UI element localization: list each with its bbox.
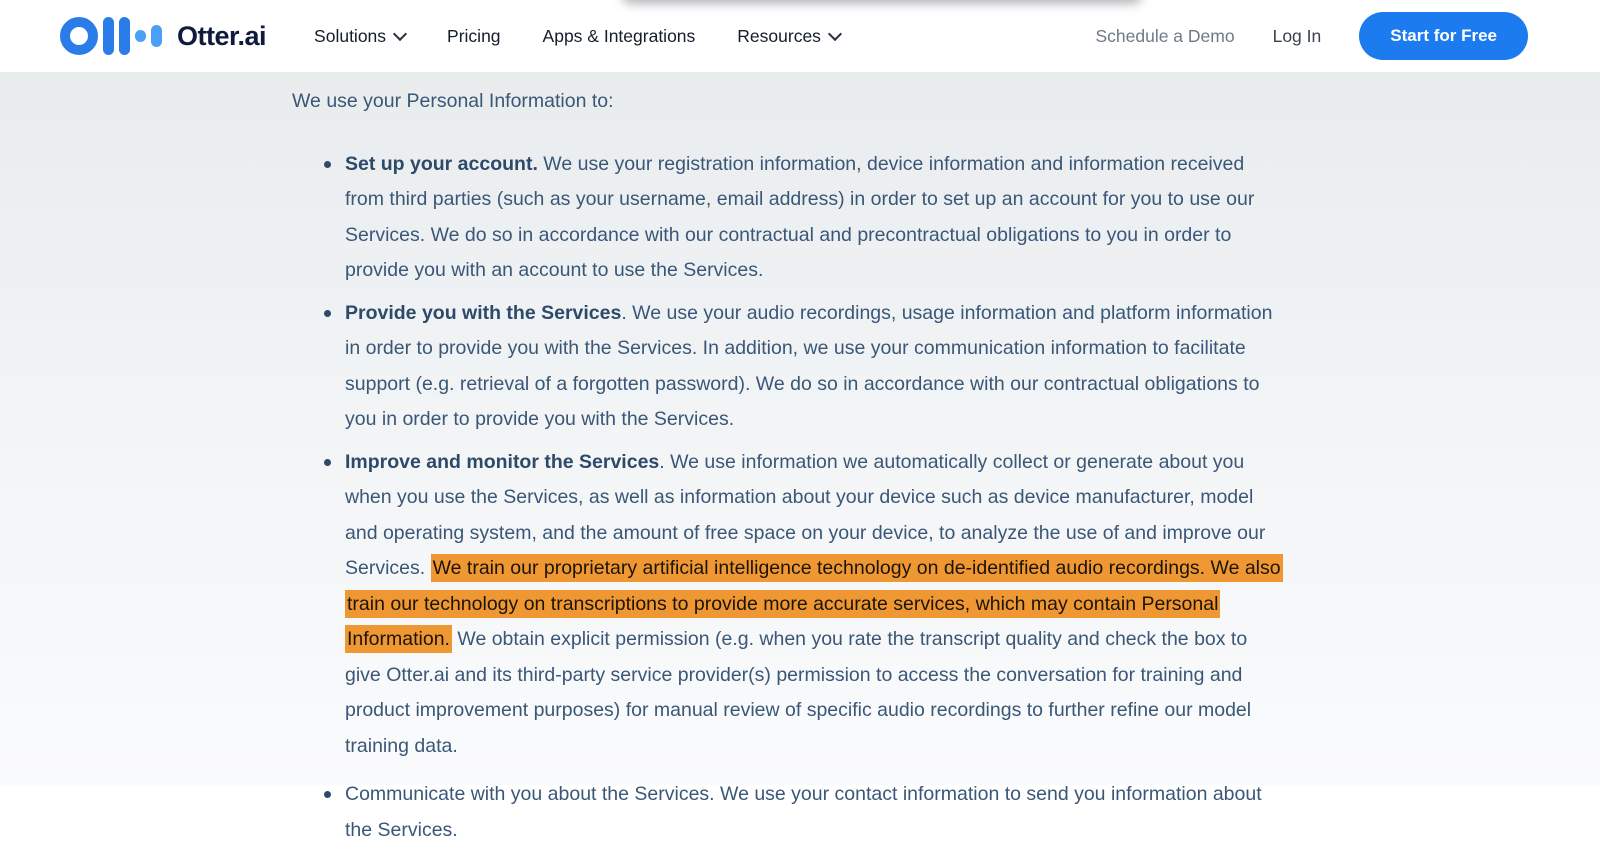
bullet-bold-lead: Set up your account. xyxy=(345,152,538,175)
policy-text-column xyxy=(292,84,1287,855)
logo-ring-shape xyxy=(60,17,98,55)
otter-logo[interactable] xyxy=(60,16,266,56)
bullet-bold-lead: Improve and monitor the Services xyxy=(345,450,660,473)
top-navigation-bar xyxy=(0,0,1600,73)
list-item-provide-services xyxy=(345,296,1287,438)
list-item-improve-monitor-services xyxy=(345,445,1287,765)
main-nav xyxy=(314,26,840,47)
logo-bar-shape xyxy=(103,17,114,55)
personal-info-uses-list xyxy=(292,147,1287,849)
nav-item-label: Pricing xyxy=(447,25,501,46)
nav-item-label: Solutions xyxy=(314,25,387,46)
logo-bar-shape xyxy=(119,17,130,55)
nav-item-solutions[interactable] xyxy=(314,26,405,47)
nav-item-label: Resources xyxy=(737,25,821,46)
nav-item-apps-integrations[interactable] xyxy=(543,26,696,47)
schedule-demo-link[interactable]: Schedule a Demo xyxy=(1095,25,1235,46)
otter-logo-icon xyxy=(60,16,162,56)
chevron-down-icon xyxy=(393,27,407,41)
list-item-clipped-next-bullet xyxy=(345,777,1287,848)
nav-item-pricing[interactable] xyxy=(447,26,501,47)
clipped-line-text: Communicate with you about the Services. We use your contact information to send you information about the Services. xyxy=(345,783,1262,841)
nav-item-resources[interactable] xyxy=(737,26,840,47)
logo-dot-shape xyxy=(135,30,146,42)
bullet-body-text: We use your registration information, device information and information received from third parties (such as your username, email address) in order to set up an account for you to use our Services. We do so in accordance with our contractual and precontractual obligations to you in order to provide you with an account to use the Services. xyxy=(345,152,1255,281)
privacy-policy-content-area xyxy=(0,72,1600,841)
bullet-body-text: We obtain explicit permission (e.g. when you rate the transcript quality and check the box to give Otter.ai and its third-party service provider(s) permission to access the conversation for training and product improvement purposes) for manual review of specific audio recordings to further refine our model training data. xyxy=(345,628,1252,757)
logo-bar-shape xyxy=(151,25,162,47)
list-item-set-up-account xyxy=(345,147,1287,289)
header-actions xyxy=(1095,12,1528,60)
highlighted-ai-training-text: We train our proprietary artificial intelligence technology on de-identified audio recordings. We also train our technology on transcriptions to provide more accurate services, which may contain Personal Information. xyxy=(345,554,1283,653)
section-intro-text: We use your Personal Information to: xyxy=(292,90,614,112)
logo-wordmark: Otter.ai xyxy=(177,20,267,51)
bullet-body-text: . We use information we automatically collect or generate about you when you use the Services, as well as information about your device such as device manufacturer, model and operating system, and the amount of free space on your device, to analyze the use of and improve our Services. xyxy=(345,450,1266,579)
nav-item-label: Apps & Integrations xyxy=(542,25,696,46)
overlay-top-shadow xyxy=(622,0,1142,4)
start-for-free-button[interactable]: Start for Free xyxy=(1359,12,1528,60)
bullet-bold-lead: Provide you with the Services xyxy=(345,301,622,324)
chevron-down-icon xyxy=(828,27,842,41)
bullet-body-text: . We use your audio recordings, usage information and platform information in order to provide you with the Services. In addition, we use your communication information to facilitate support (e.g. retrieval of a forgotten password). We do so in accordance with our contractual obligations to you in order to provide you with the Services. xyxy=(345,301,1273,430)
log-in-link[interactable]: Log In xyxy=(1272,25,1322,46)
